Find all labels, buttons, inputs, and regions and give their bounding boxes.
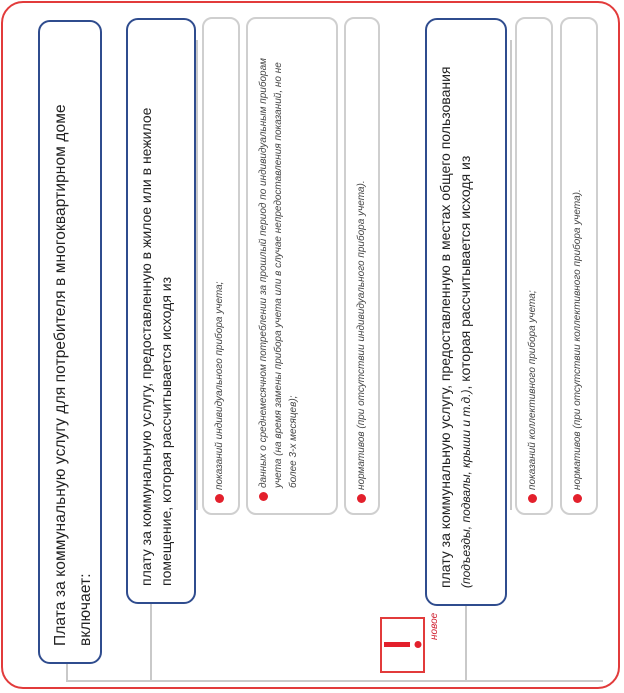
option-text: нормативов (при отсутствии коллективного прибора учета). [572,189,583,490]
bullet-icon [259,492,268,501]
branch-2-heading-box [425,18,507,606]
connector-branch-1 [150,604,152,680]
branch-1-heading: плату за коммунальную услугу, предоставленную в жилое или в нежилое помещение, которая рассчитывается исходя из [138,107,174,586]
main-box-title: Плата за коммунальную услугу для потребителя в многоквартирном доме включает: [52,104,94,646]
connector-options-2 [510,40,512,510]
new-badge [380,617,425,673]
option-text: нормативов (при отсутствии индивидуального прибора учета). [356,180,367,490]
connector-branch-2 [465,606,467,680]
bullet-icon [528,494,537,503]
branch-1-option-1 [202,17,240,515]
branch-1-heading-box [126,18,196,604]
branch-2-option-2 [560,17,598,515]
connector-main [66,664,68,680]
bullet-icon [215,494,224,503]
branch-1-option-2 [246,17,338,515]
branch-2-option-1 [515,17,553,515]
new-badge-label: новое [429,612,440,640]
branch-1-option-3 [344,17,380,515]
exclamation-icon [383,620,423,670]
bullet-icon [357,494,366,503]
option-text: показаний коллективного прибора учета; [527,290,538,490]
main-box [38,20,102,664]
option-text: показаний индивидуального прибора учета; [214,281,225,490]
option-text: данных о среднемесячном потреблении за прошлый период по индивидуальным приборам учета (на время замены прибора учета или в случае непредоставления показаний, но не более 3-х месяцев); [258,57,299,488]
connector-horizontal [66,680,603,682]
bullet-icon [573,494,582,503]
connector-options-1 [196,40,198,510]
branch-2-heading: плату за коммунальную услугу, предоставленную в местах общего пользования (подъезды, подвалы, крыши и т.д.), которая рассчитывается исходя из [437,66,473,588]
